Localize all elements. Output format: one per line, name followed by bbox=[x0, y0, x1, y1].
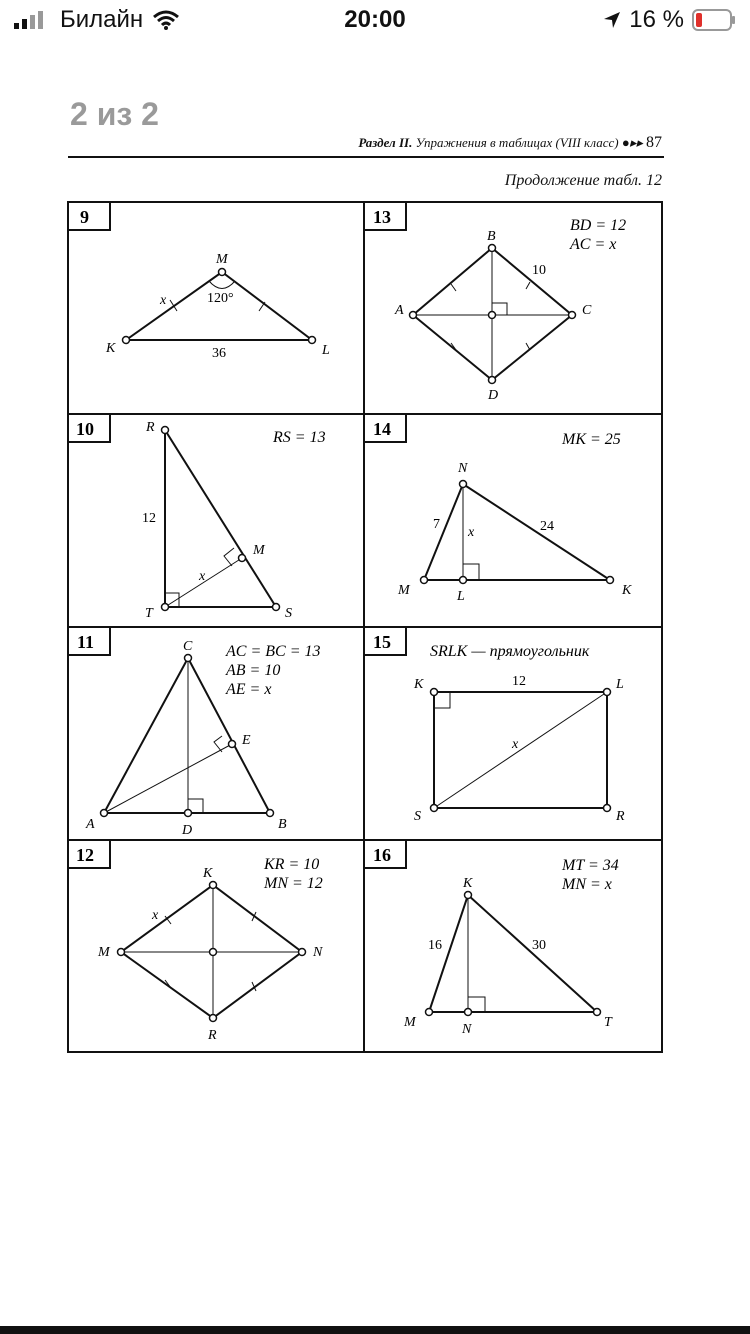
side-label-x: x bbox=[512, 737, 519, 752]
table-continuation: Продолжение табл. 12 bbox=[504, 172, 662, 189]
vertex-label-k: K bbox=[463, 876, 473, 891]
vertex-label-a: A bbox=[86, 817, 95, 832]
figure-9-triangle bbox=[105, 252, 330, 361]
figure-13-rhombus bbox=[394, 217, 626, 403]
condition-line-2: MN = 12 bbox=[264, 875, 323, 892]
side-label-x: x bbox=[152, 908, 159, 923]
vertex-label-k: K bbox=[622, 583, 632, 598]
vertex-label-m: M bbox=[216, 252, 228, 267]
figure-16-right-triangle bbox=[403, 857, 619, 1037]
vertex-label-m: M bbox=[98, 945, 110, 960]
figure-14-right-triangle bbox=[397, 431, 632, 604]
vertex-label-m: M bbox=[404, 1015, 416, 1030]
vertex-label-s: S bbox=[285, 606, 292, 621]
condition-line-1: MK = 25 bbox=[562, 431, 621, 448]
vertex-label-n: N bbox=[458, 461, 468, 476]
side-label: 12 bbox=[512, 674, 526, 689]
base-label: 36 bbox=[212, 346, 226, 361]
battery-percent: 16 % bbox=[629, 6, 684, 33]
vertex-label-d: D bbox=[488, 388, 499, 403]
problem-number-15: 15 bbox=[373, 632, 391, 652]
side-label-1: 7 bbox=[433, 517, 440, 532]
vertex-label-k: K bbox=[106, 341, 116, 356]
side-label-2: 24 bbox=[540, 519, 554, 534]
problem-number-14: 14 bbox=[373, 419, 391, 439]
angle-label: 120° bbox=[207, 291, 234, 306]
vertex-label-s: S bbox=[414, 809, 421, 824]
vertex-label-m: M bbox=[398, 583, 410, 598]
side-label-x: x bbox=[468, 525, 475, 540]
problem-number-11: 11 bbox=[77, 632, 95, 652]
page-number: 87 bbox=[646, 134, 662, 151]
condition-line-3: AE = x bbox=[226, 681, 272, 698]
condition-line-2: AC = x bbox=[570, 236, 617, 253]
figure-11-isosceles-triangle bbox=[85, 639, 320, 838]
condition-line-2: AB = 10 bbox=[226, 662, 281, 679]
carrier-name: Билайн bbox=[60, 6, 144, 33]
vertex-label-m: M bbox=[253, 543, 265, 558]
number-box bbox=[68, 202, 110, 230]
side-label-x: x bbox=[160, 293, 167, 308]
vertex-label-k: K bbox=[414, 677, 424, 692]
vertex-label-r: R bbox=[146, 420, 155, 435]
condition-line-1: BD = 12 bbox=[570, 217, 627, 234]
vertex-label-r: R bbox=[208, 1028, 217, 1043]
condition-line-1: KR = 10 bbox=[264, 856, 320, 873]
vertex-label-e: E bbox=[242, 733, 251, 748]
problem-number-16: 16 bbox=[373, 845, 391, 865]
vertex-label-c: C bbox=[183, 639, 193, 654]
vertex-label-n: N bbox=[313, 945, 323, 960]
condition-line-1: RS = 13 bbox=[273, 429, 326, 446]
problem-number-9: 9 bbox=[80, 207, 89, 227]
vertex-label-l: L bbox=[322, 343, 330, 358]
side-label-1: 16 bbox=[428, 938, 442, 953]
section-title: Упражнения в таблицах (VIII класс) bbox=[415, 135, 619, 150]
problem-number-13: 13 bbox=[373, 207, 391, 227]
vertex-label-r: R bbox=[616, 809, 625, 824]
figure-15-rectangle bbox=[413, 643, 625, 824]
condition-line-1: AC = BC = 13 bbox=[226, 643, 321, 660]
side-label-x: x bbox=[199, 569, 206, 584]
vertex-label-d: D bbox=[182, 823, 193, 838]
figure-12-rhombus bbox=[97, 856, 323, 1043]
vertex-label-b: B bbox=[278, 817, 287, 832]
dots-icon: ●▸▸ bbox=[621, 135, 643, 150]
problem-number-10: 10 bbox=[76, 419, 94, 439]
vertex-label-b: B bbox=[487, 229, 496, 244]
page-counter: 2 из 2 bbox=[70, 96, 159, 132]
condition-line-1: SRLK — прямоугольник bbox=[430, 643, 590, 660]
vertex-label-l: L bbox=[616, 677, 624, 692]
side-label: 12 bbox=[142, 511, 156, 526]
vertex-label-n: N bbox=[462, 1022, 472, 1037]
vertex-label-c: C bbox=[582, 303, 592, 318]
clock: 20:00 bbox=[344, 6, 406, 33]
vertex-label-t: T bbox=[145, 606, 153, 621]
figure-10-right-triangle bbox=[142, 420, 326, 621]
side-label-2: 30 bbox=[532, 938, 546, 953]
vertex-label-l: L bbox=[457, 589, 465, 604]
section-label: Раздел II. bbox=[358, 135, 413, 150]
side-label: 10 bbox=[532, 263, 546, 278]
condition-line-1: MT = 34 bbox=[562, 857, 619, 874]
vertex-label-k: K bbox=[203, 866, 213, 881]
problem-number-12: 12 bbox=[76, 845, 94, 865]
condition-line-2: MN = x bbox=[562, 876, 612, 893]
home-indicator[interactable] bbox=[0, 1326, 750, 1334]
vertex-label-a: A bbox=[395, 303, 404, 318]
vertex-label-t: T bbox=[604, 1015, 612, 1030]
